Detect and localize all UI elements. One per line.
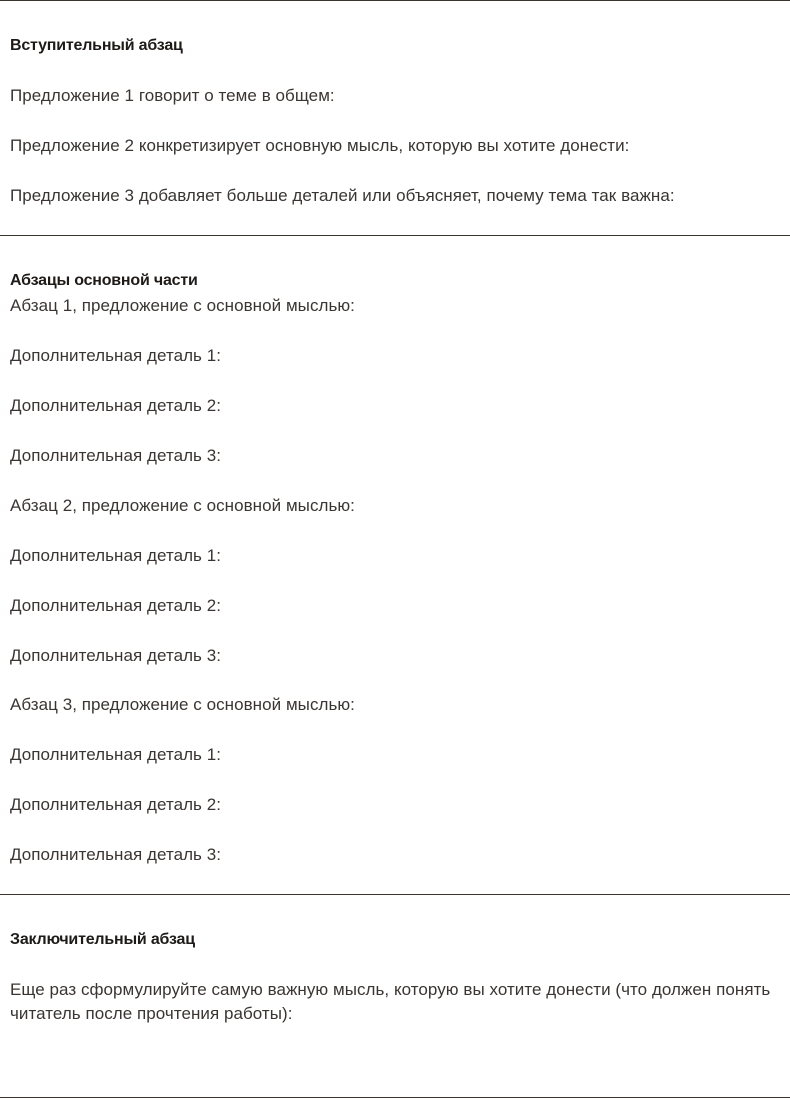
paragraph-2-detail-1: Дополнительная деталь 1: (10, 546, 222, 565)
conclusion-text: Еще раз сформулируйте самую важную мысль, которую вы хотите донести (что должен понять читатель после прочтения работы): (10, 980, 771, 1023)
paragraph-3-detail-3: Дополнительная деталь 3: (10, 845, 222, 864)
divider-bottom (0, 1097, 790, 1098)
paragraph-2-detail-2: Дополнительная деталь 2: (10, 596, 222, 615)
intro-sentence-3: Предложение 3 добавляет больше деталей или объясняет, почему тема так важна: (10, 186, 675, 205)
intro-heading: Вступительный абзац (10, 37, 183, 54)
paragraph-1-main-sentence: Абзац 1, предложение с основной мыслью: (10, 296, 355, 315)
conclusion-heading: Заключительный абзац (10, 931, 195, 948)
paragraph-1-detail-3: Дополнительная деталь 3: (10, 446, 222, 465)
paragraph-3-detail-1: Дополнительная деталь 1: (10, 745, 222, 764)
paragraph-2-detail-3: Дополнительная деталь 3: (10, 646, 222, 665)
divider-intro-body (0, 235, 790, 236)
divider-body-conclusion (0, 894, 790, 895)
paragraph-1-detail-2: Дополнительная деталь 2: (10, 396, 222, 415)
paragraph-2-main-sentence: Абзац 2, предложение с основной мыслью: (10, 496, 355, 515)
divider-top (0, 0, 790, 1)
paragraph-3-main-sentence: Абзац 3, предложение с основной мыслью: (10, 695, 355, 714)
paragraph-1-detail-1: Дополнительная деталь 1: (10, 346, 222, 365)
intro-sentence-2: Предложение 2 конкретизирует основную мысль, которую вы хотите донести: (10, 136, 630, 155)
body-heading: Абзацы основной части (10, 272, 198, 289)
intro-sentence-1: Предложение 1 говорит о теме в общем: (10, 86, 335, 105)
paragraph-3-detail-2: Дополнительная деталь 2: (10, 795, 222, 814)
